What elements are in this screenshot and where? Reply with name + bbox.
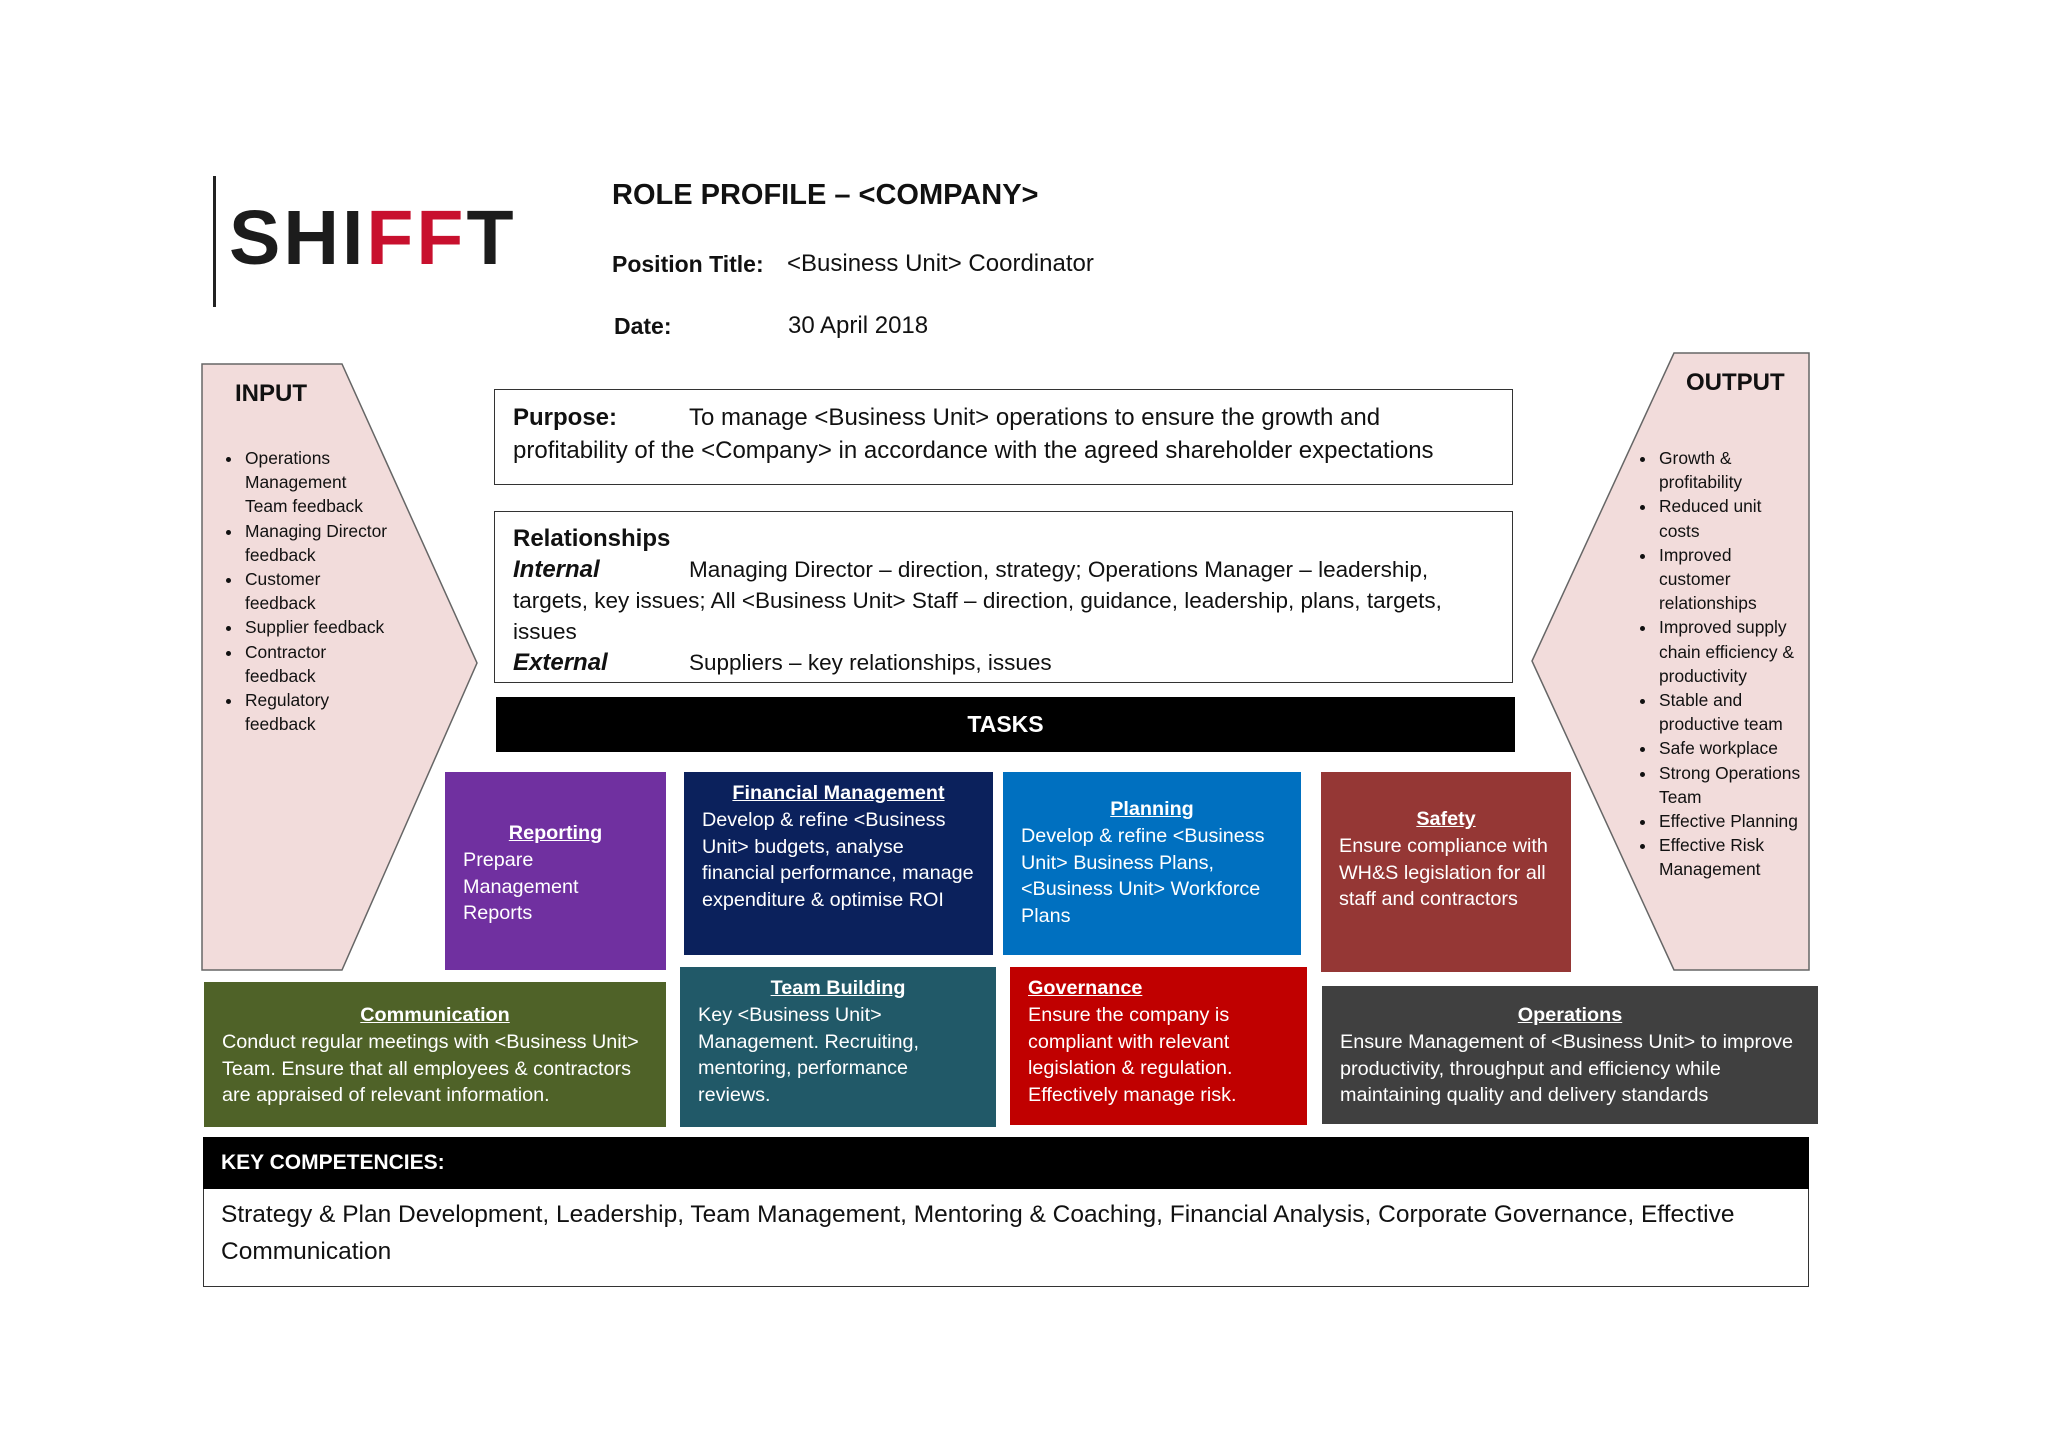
position-title-label: Position Title:	[612, 251, 764, 277]
task-card-financial-management	[684, 772, 993, 955]
task-title: Team Building	[770, 977, 906, 999]
output-item: • Improved supply chain efficiency & productivity	[1657, 615, 1803, 688]
output-item: • Effective Risk Management	[1657, 833, 1803, 881]
input-item: • Supplier feedback	[243, 615, 389, 639]
task-body: Key <Business Unit> Management. Recruiting, mentoring, performance reviews.	[698, 1003, 920, 1107]
output-item: • Stable and productive team	[1657, 688, 1803, 736]
key-competencies-header: KEY COMPETENCIES:	[203, 1137, 1809, 1189]
task-body: Conduct regular meetings with <Business Unit> Team. Ensure that all employees & contractors are appraised of relevant information.	[222, 1030, 639, 1107]
task-title: Safety	[1416, 808, 1476, 830]
output-item: • Reduced unit costs	[1657, 494, 1803, 542]
output-title: OUTPUT	[1686, 369, 1785, 396]
task-card-operations	[1322, 986, 1818, 1124]
relationships-title: Relationships	[513, 525, 671, 552]
task-body: Develop & refine <Business Unit> Business Plans, <Business Unit> Workforce Plans	[1021, 824, 1265, 928]
task-body: Ensure compliance with WH&S legislation for all staff and contractors	[1339, 834, 1548, 911]
company-logo: SHIFFT	[229, 195, 517, 281]
task-body: Ensure the company is compliant with relevant legislation & regulation. Effectively manage risk.	[1028, 1003, 1237, 1107]
internal-label: Internal	[513, 556, 600, 583]
position-title-value: <Business Unit> Coordinator	[787, 250, 1094, 277]
input-title: INPUT	[235, 380, 307, 407]
output-item: • Growth & profitability	[1657, 446, 1803, 494]
input-item: • Customer feedback	[243, 567, 389, 615]
key-competencies-text: Strategy & Plan Development, Leadership, Team Management, Mentoring & Coaching, Financial Analysis, Corporate Governance, Effective Communication	[203, 1189, 1809, 1287]
date-label: Date:	[614, 313, 672, 339]
input-item: • Regulatory feedback	[243, 688, 389, 736]
task-title: Financial Management	[732, 782, 945, 804]
task-card-team-building	[680, 967, 996, 1127]
task-body: Develop & refine <Business Unit> budgets, analyse financial performance, manage expenditure & optimise ROI	[702, 808, 974, 912]
external-label: External	[513, 649, 608, 676]
input-item: • Operations Management Team feedback	[243, 446, 389, 519]
task-card-governance	[1010, 967, 1307, 1125]
task-body: Prepare Management Reports	[463, 848, 579, 925]
purpose-box	[494, 389, 1513, 485]
output-list	[1633, 446, 1803, 882]
external-text: Suppliers – key relationships, issues	[689, 650, 1052, 675]
external-relationships	[513, 647, 1494, 678]
task-card-communication	[204, 982, 666, 1127]
internal-text: Managing Director – direction, strategy; Operations Manager – leadership, targets, key issues; All <Business Unit> Staff – direction, guidance, leadership, plans, targets, issues	[513, 557, 1442, 644]
relationships-box	[494, 511, 1513, 683]
output-item: • Safe workplace	[1657, 736, 1803, 760]
output-item: • Strong Operations Team	[1657, 761, 1803, 809]
task-title: Governance	[1028, 977, 1143, 999]
input-item: • Contractor feedback	[243, 640, 389, 688]
tasks-header: TASKS	[496, 697, 1515, 752]
internal-relationships	[513, 554, 1494, 647]
purpose-label: Purpose:	[513, 404, 618, 431]
task-card-reporting	[445, 772, 666, 970]
output-item: • Effective Planning	[1657, 809, 1803, 833]
task-title: Communication	[360, 1004, 510, 1026]
task-title: Operations	[1517, 1004, 1623, 1026]
task-body: Ensure Management of <Business Unit> to improve productivity, throughput and efficiency while maintaining quality and delivery standards	[1340, 1030, 1794, 1107]
task-title: Planning	[1110, 798, 1194, 820]
input-list	[219, 446, 389, 736]
task-card-planning	[1003, 772, 1301, 955]
document-title: ROLE PROFILE – <COMPANY>	[612, 179, 1039, 211]
date-value: 30 April 2018	[788, 312, 929, 339]
input-item: • Managing Director feedback	[243, 519, 389, 567]
output-item: • Improved customer relationships	[1657, 543, 1803, 616]
task-card-safety	[1321, 772, 1571, 972]
task-title: Reporting	[508, 822, 603, 844]
purpose-text: To manage <Business Unit> operations to ensure the growth and profitability of the <Company> in accordance with the agreed shareholder expectations	[513, 404, 1434, 464]
